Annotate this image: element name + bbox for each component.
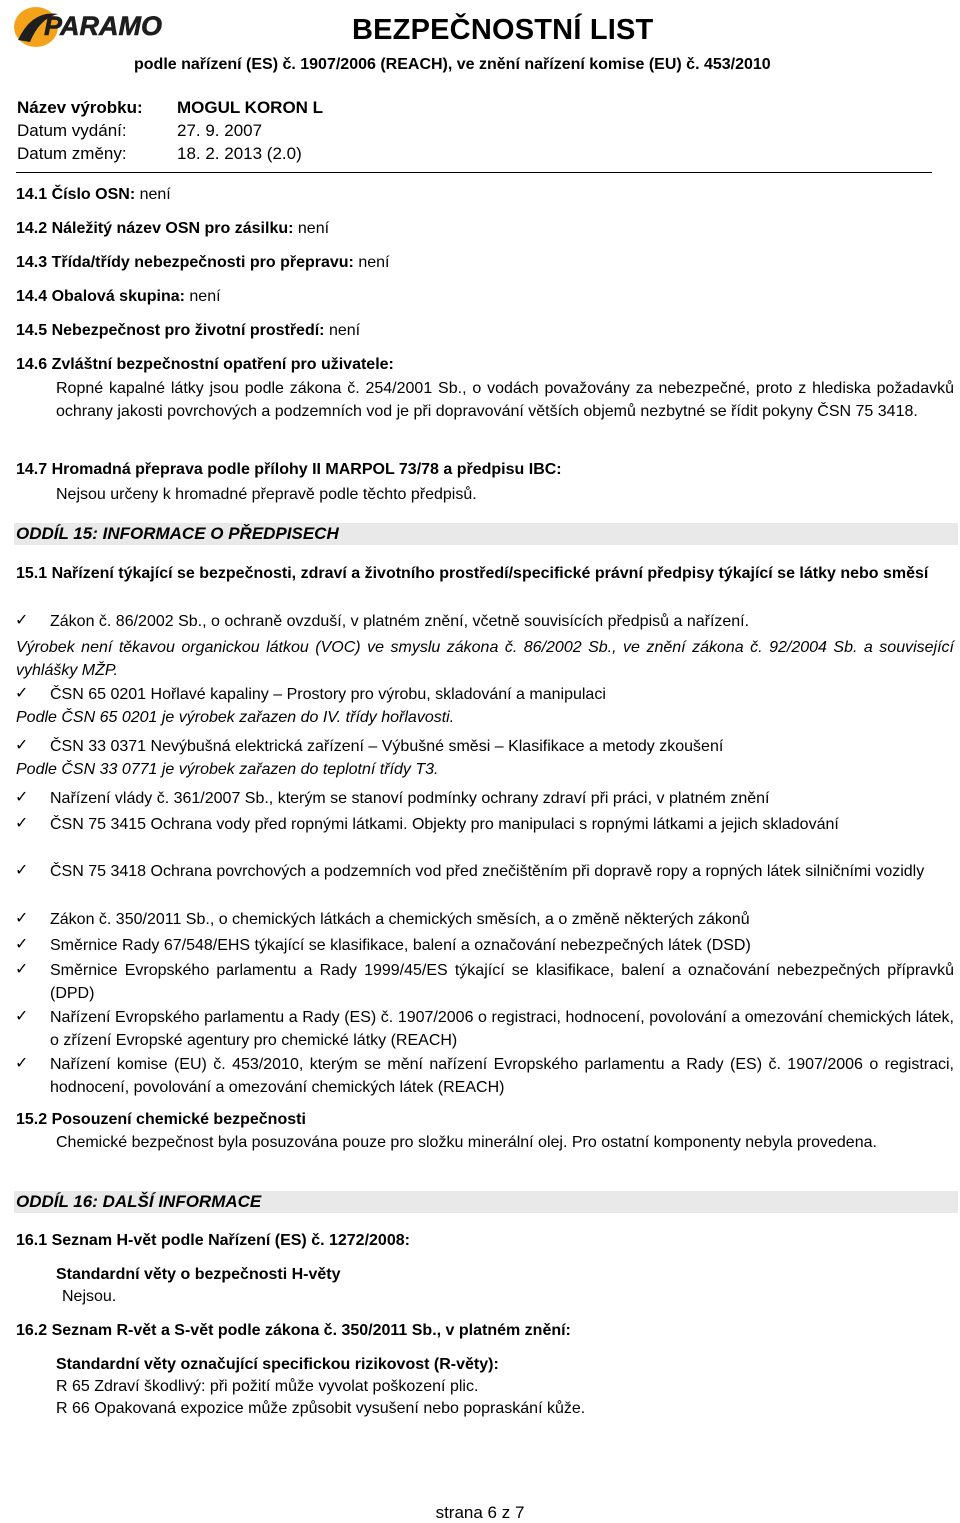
item-14-6-text: Ropné kapalné látky jsou podle zákona č. 254/2001 Sb., o vodách považovány za nebezpečné, proto z hlediska požadavků ochrany jakosti povrchových a podzemních vod je při dopravování větších objemů nezbytné se řídit pokyny ČSN 75 3418. xyxy=(56,380,954,420)
item-14-1-label: 14.1 Číslo OSN: xyxy=(16,186,136,203)
regulation-item-10: Nařízení Evropského parlamentu a Rady (ES) č. 1907/2006 o registraci, hodnocení, povolování a omezování chemických látek, o zřízení Evropské agentury pro chemické látky (REACH) xyxy=(50,1009,954,1049)
item-14-3-label: 14.3 Třída/třídy nebezpečnosti pro přepravu: xyxy=(16,254,354,271)
document-title: BEZPEČNOSTNÍ LIST xyxy=(352,14,654,46)
item-16-2-label: 16.2 Seznam R-vět a S-vět podle zákona č. 350/2011 Sb., v platném znění: xyxy=(16,1322,571,1339)
item-15-2-text: Chemické bezpečnost byla posuzována pouze pro složku minerální olej. Pro ostatní komponenty nebyla provedena. xyxy=(56,1134,877,1151)
check-icon: ✓ xyxy=(15,737,29,754)
check-icon: ✓ xyxy=(15,612,29,629)
dash: – xyxy=(494,738,504,755)
regulation-item-5: ČSN 75 3415 Ochrana vody před ropnými látkami. Objekty pro manipulaci s ropnými látkami a jejich skladování xyxy=(50,816,839,833)
page-number: strana 6 z 7 xyxy=(435,1503,525,1522)
check-icon: ✓ xyxy=(15,961,29,978)
item-14-2-label: 14.2 Náležitý název OSN pro zásilku: xyxy=(16,220,294,237)
item-14-3-value: není xyxy=(358,254,390,271)
note-voc: Výrobek není těkavou organickou látkou (VOC) ve smyslu zákona č. 86/2002 Sb., ve znění zákona č. 92/2004 Sb. a související vyhlášky MŽP. xyxy=(16,639,954,679)
check-icon: ✓ xyxy=(15,1055,29,1072)
item-14-4 xyxy=(16,288,221,306)
item-14-2 xyxy=(16,220,329,238)
item-16-1-label: 16.1 Seznam H-vět podle Nařízení (ES) č. 1272/2008: xyxy=(16,1232,410,1249)
issue-date-value: 27. 9. 2007 xyxy=(177,121,263,140)
item-14-3 xyxy=(16,254,389,272)
regulation-item-8: Směrnice Rady 67/548/EHS týkající se klasifikace, balení a označování nebezpečných látek (DSD) xyxy=(50,937,751,954)
h-phrases-title: Standardní věty o bezpečnosti H-věty xyxy=(56,1266,341,1283)
item-14-7-label: 14.7 Hromadná přeprava podle přílohy II MARPOL 73/78 a předpisu IBC: xyxy=(16,461,562,478)
regulation-item-3-c: Klasifikace a metody zkoušení xyxy=(508,738,724,755)
regulation-item-3 xyxy=(50,735,954,758)
product-value: MOGUL KORON L xyxy=(177,98,324,117)
note-temperature-class: Podle ČSN 33 0771 je výrobek zařazen do teplotní třídy T3. xyxy=(16,761,439,778)
change-date-value: 18. 2. 2013 (2.0) xyxy=(177,144,302,163)
r-phrase-65: R 65 Zdraví škodlivý: při požití může vyvolat poškození plic. xyxy=(56,1378,479,1395)
item-14-5-label: 14.5 Nebezpečnost pro životní prostředí: xyxy=(16,322,325,339)
dash: – xyxy=(368,738,378,755)
check-icon: ✓ xyxy=(15,789,29,806)
paramo-logo xyxy=(10,4,200,50)
section-16-heading: ODDÍL 16: DALŠÍ INFORMACE xyxy=(14,1191,958,1213)
item-14-4-label: 14.4 Obalová skupina: xyxy=(16,288,185,305)
dash: – xyxy=(273,686,283,703)
regulation-item-3-b: Výbušné směsi xyxy=(381,738,491,755)
check-icon: ✓ xyxy=(15,910,29,927)
check-icon: ✓ xyxy=(15,936,29,953)
check-icon: ✓ xyxy=(15,815,29,832)
regulation-item-11: Nařízení komise (EU) č. 453/2010, kterým se mění nařízení Evropského parlamentu a Rady (ES) č. 1907/2006 o registraci, hodnocení, povolování a omezování chemických látek (REACH) xyxy=(50,1056,954,1096)
regulation-item-6: ČSN 75 3418 Ochrana povrchových a podzemních vod před znečištěním při dopravě ropy a ropných látek silničními vozidly xyxy=(50,863,925,880)
document-subtitle: podle nařízení (ES) č. 1907/2006 (REACH), ve znění nařízení komise (EU) č. 453/2010 xyxy=(134,56,771,73)
product-label: Název výrobku: xyxy=(17,98,143,117)
regulation-item-4: Nařízení vlády č. 361/2007 Sb., kterým se stanoví podmínky ochrany zdraví při práci, v platném znění xyxy=(50,790,770,807)
regulation-item-9: Směrnice Evropského parlamentu a Rady 1999/45/ES týkající se klasifikace, balení a označování nebezpečných přípravků (DPD) xyxy=(50,962,954,1002)
h-phrases-value: Nejsou. xyxy=(62,1288,117,1305)
logo-text: PARAMO xyxy=(44,11,162,41)
section-15-heading: ODDÍL 15: INFORMACE O PŘEDPISECH xyxy=(14,523,958,545)
item-14-4-value: není xyxy=(189,288,221,305)
item-14-1 xyxy=(16,186,171,204)
check-icon: ✓ xyxy=(15,862,29,879)
item-15-2-label: 15.2 Posouzení chemické bezpečnosti xyxy=(16,1111,306,1128)
regulation-item-2-a: ČSN 65 0201 Hořlavé kapaliny xyxy=(50,686,269,703)
change-date-label: Datum změny: xyxy=(17,144,127,163)
item-14-6-label: 14.6 Zvláštní bezpečnostní opatření pro uživatele: xyxy=(16,356,394,373)
regulation-item-2 xyxy=(50,683,954,706)
note-flammability: Podle ČSN 65 0201 je výrobek zařazen do IV. třídy hořlavosti. xyxy=(16,709,455,726)
check-icon: ✓ xyxy=(15,1008,29,1025)
regulation-item-3-a: ČSN 33 0371 Nevýbušná elektrická zařízení xyxy=(50,738,364,755)
item-14-1-value: není xyxy=(139,186,171,203)
r-phrases-title: Standardní věty označující specifickou rizikovost (R-věty): xyxy=(56,1356,499,1373)
item-14-2-value: není xyxy=(297,220,330,237)
issue-date-label: Datum vydání: xyxy=(17,121,127,140)
item-15-1-label: 15.1 Nařízení týkající se bezpečnosti, zdraví a životního prostředí/specifické právní předpisy týkající se látky nebo směsí xyxy=(16,565,929,582)
regulation-item-2-b: Prostory pro výrobu, skladování a manipulaci xyxy=(286,686,606,703)
header-divider xyxy=(16,172,932,173)
regulation-item-1: Zákon č. 86/2002 Sb., o ochraně ovzduší, v platném znění, včetně souvisících předpisů a nařízení. xyxy=(50,613,750,630)
item-14-5-value: není xyxy=(328,322,361,339)
r-phrase-66: R 66 Opakovaná expozice může způsobit vysušení nebo popraskání kůže. xyxy=(56,1400,586,1417)
check-icon: ✓ xyxy=(15,685,29,702)
regulation-item-7: Zákon č. 350/2011 Sb., o chemických látkách a chemických směsích, a o změně některých zákonů xyxy=(50,911,750,928)
item-14-5 xyxy=(16,322,360,340)
item-14-7-text: Nejsou určeny k hromadné přepravě podle těchto předpisů. xyxy=(56,486,477,503)
